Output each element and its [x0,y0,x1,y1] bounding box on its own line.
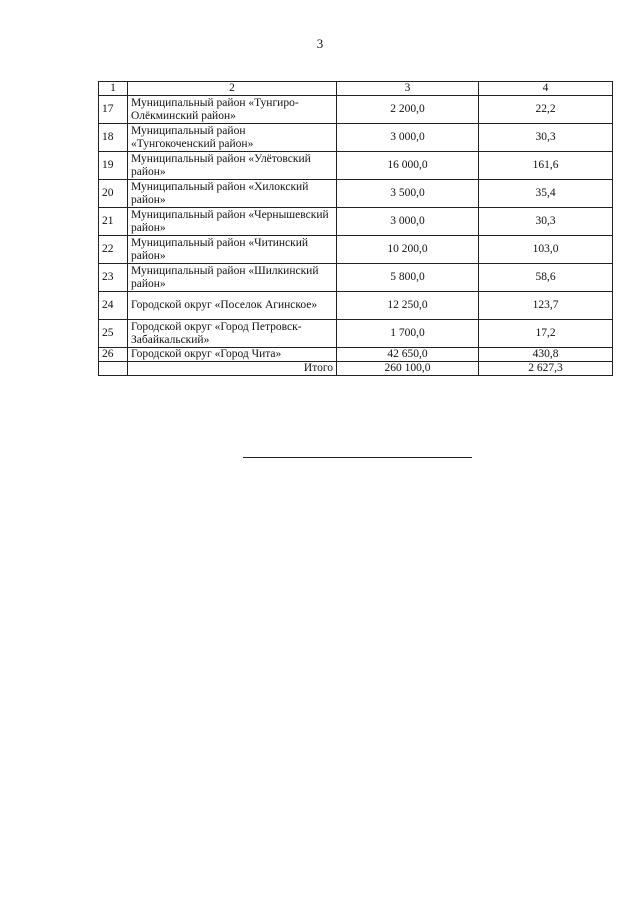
total-label: Итого [128,362,337,376]
table-row [99,152,613,180]
row-share: 30,3 [479,124,613,152]
header-cell-3: 3 [337,82,479,96]
row-amount: 42 650,0 [337,348,479,362]
row-name: Муниципальный район «Тунгокоченский район» [128,124,337,152]
row-number: 18 [99,124,128,152]
total-amount: 260 100,0 [337,362,479,376]
header-cell-2: 2 [128,82,337,96]
row-amount: 5 800,0 [337,264,479,292]
row-number: 17 [99,96,128,124]
row-name: Муниципальный район «Читинский район» [128,236,337,264]
table-row [99,264,613,292]
row-amount: 16 000,0 [337,152,479,180]
row-name: Муниципальный район «Шилкинский район» [128,264,337,292]
table-row [99,236,613,264]
row-share: 17,2 [479,320,613,348]
row-number: 22 [99,236,128,264]
row-share: 123,7 [479,292,613,320]
row-share: 103,0 [479,236,613,264]
row-number: 26 [99,348,128,362]
row-amount: 1 700,0 [337,320,479,348]
row-share: 161,6 [479,152,613,180]
allocation-table [98,81,613,376]
row-amount: 3 500,0 [337,180,479,208]
row-name: Муниципальный район «Чернышевский район» [128,208,337,236]
row-name: Городской округ «Город Чита» [128,348,337,362]
end-of-document-line [243,457,472,458]
total-empty-cell [99,362,128,376]
row-amount: 12 250,0 [337,292,479,320]
row-name: Муниципальный район «Тунгиро-Олёкминский район» [128,96,337,124]
row-number: 19 [99,152,128,180]
page-number: 3 [316,36,324,51]
header-cell-1: 1 [99,82,128,96]
row-share: 22,2 [479,96,613,124]
table-row [99,348,613,362]
total-share: 2 627,3 [479,362,613,376]
row-amount: 3 000,0 [337,208,479,236]
row-share: 430,8 [479,348,613,362]
table-row [99,96,613,124]
row-number: 23 [99,264,128,292]
table-row [99,292,613,320]
row-share: 35,4 [479,180,613,208]
table-row [99,124,613,152]
row-name: Муниципальный район «Улётовский район» [128,152,337,180]
table-row [99,208,613,236]
row-name: Городской округ «Город Петровск-Забайкальский» [128,320,337,348]
row-amount: 2 200,0 [337,96,479,124]
row-amount: 10 200,0 [337,236,479,264]
table-header-row [99,82,613,96]
row-name: Городской округ «Поселок Агинское» [128,292,337,320]
row-number: 20 [99,180,128,208]
row-share: 58,6 [479,264,613,292]
row-number: 24 [99,292,128,320]
row-share: 30,3 [479,208,613,236]
table-row [99,180,613,208]
table-row [99,320,613,348]
row-amount: 3 000,0 [337,124,479,152]
row-number: 25 [99,320,128,348]
row-name: Муниципальный район «Хилокский район» [128,180,337,208]
row-number: 21 [99,208,128,236]
total-row [99,362,613,376]
header-cell-4: 4 [479,82,613,96]
